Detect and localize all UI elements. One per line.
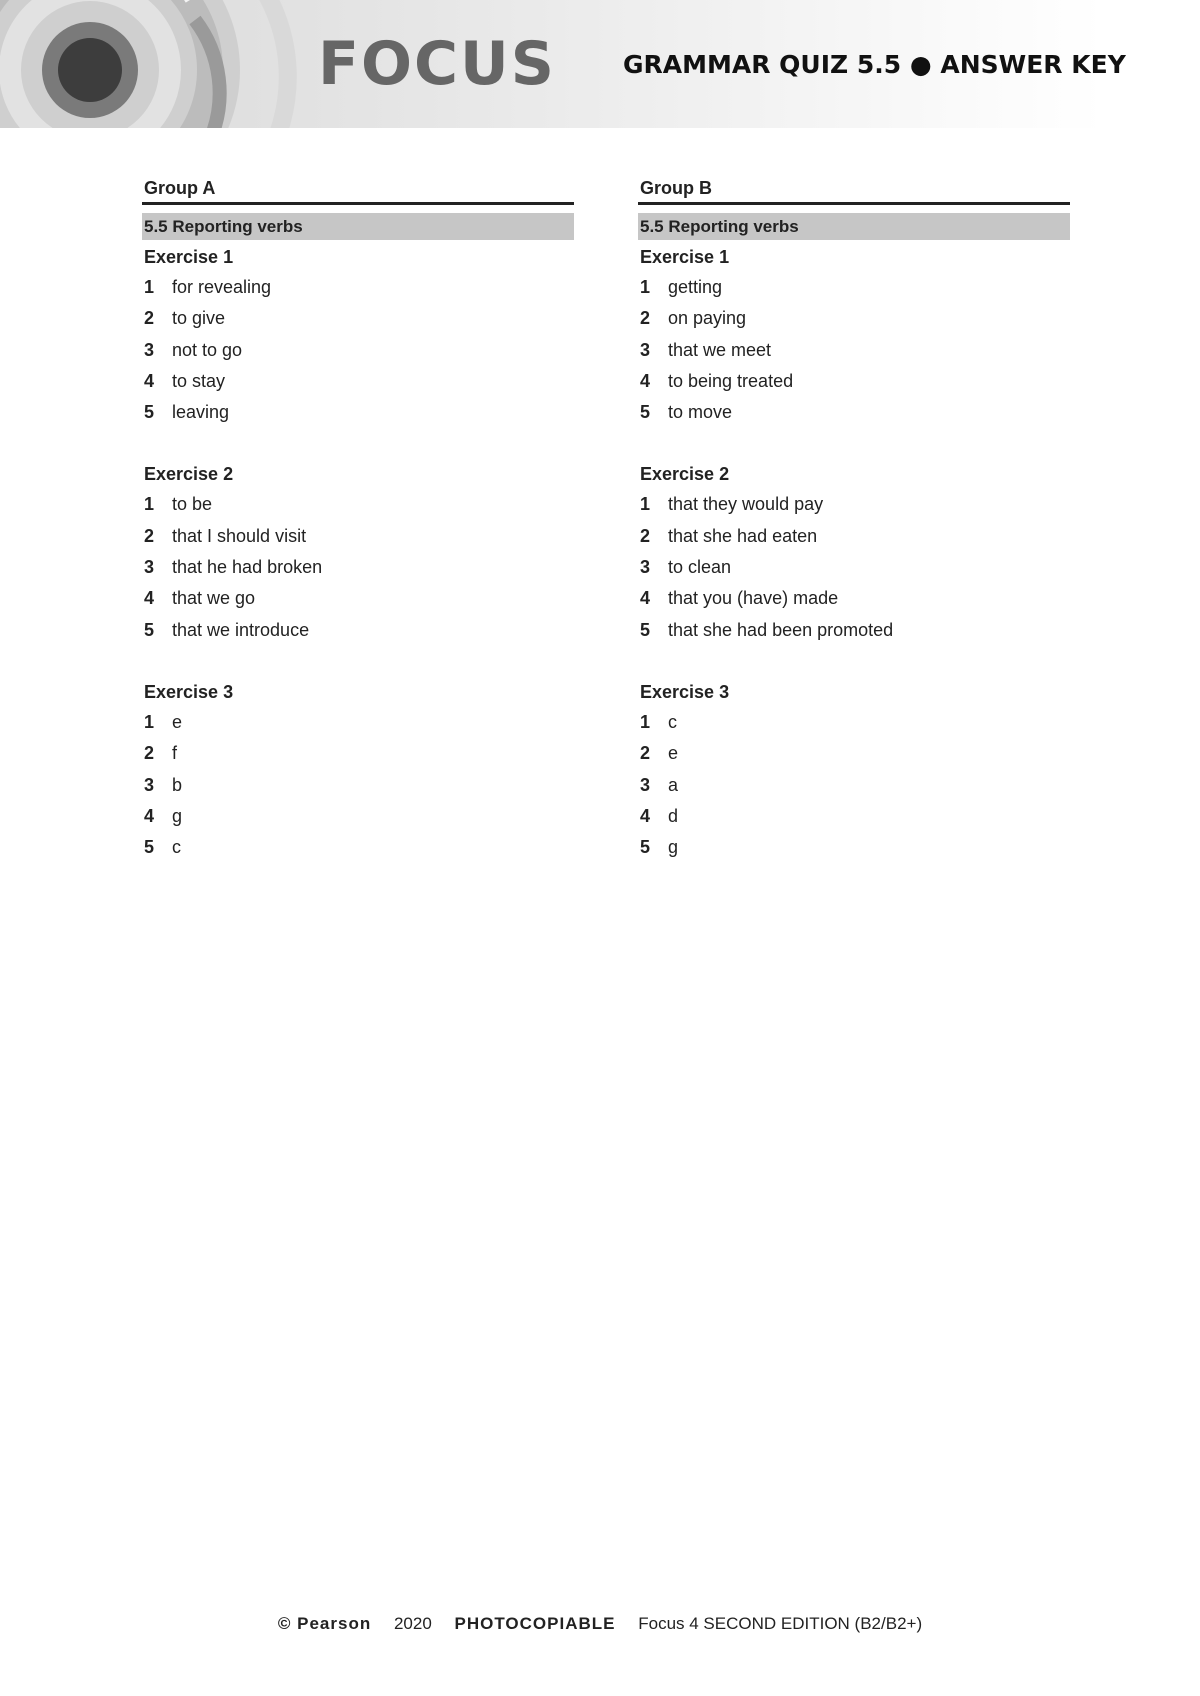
answer-item <box>142 489 574 520</box>
answer-item <box>638 272 1070 303</box>
exercise-block <box>638 242 1070 428</box>
answer-number: 4 <box>640 805 651 826</box>
answer-text: that I should visit <box>172 525 307 546</box>
exercise-title: Exercise 2 <box>640 464 730 485</box>
answer-item <box>142 272 574 303</box>
answer-number: 5 <box>144 402 155 423</box>
page-title: GRAMMAR QUIZ 5.5 ● ANSWER KEY <box>623 50 1126 79</box>
answer-item <box>142 770 574 801</box>
answer-text: that we introduce <box>172 619 310 640</box>
brand-logo-text: FOCUS <box>318 29 556 99</box>
answer-number: 2 <box>144 525 155 546</box>
answer-item <box>638 489 1070 520</box>
answer-item <box>638 832 1070 863</box>
exercise-block <box>142 459 574 645</box>
answer-text: to being treated <box>668 370 794 391</box>
answer-item <box>142 521 574 552</box>
answer-text: to move <box>668 402 733 423</box>
exercise-block <box>142 242 574 428</box>
exercise-title: Exercise 2 <box>144 464 234 485</box>
answer-text: that you (have) made <box>668 588 839 609</box>
answer-text: that she had eaten <box>668 525 818 546</box>
footer-photocopiable: PHOTOCOPIABLE <box>454 1614 616 1633</box>
answer-number: 2 <box>640 308 651 329</box>
answer-number: 4 <box>144 370 155 391</box>
answer-text: c <box>172 837 181 858</box>
group-title: Group A <box>142 176 574 205</box>
exercise-title: Exercise 3 <box>640 681 730 702</box>
answer-item <box>142 801 574 832</box>
answer-text: on paying <box>668 308 747 329</box>
exercise-block <box>638 459 1070 645</box>
answer-number: 3 <box>640 339 651 360</box>
answer-text: c <box>668 711 677 732</box>
answer-number: 5 <box>144 837 155 858</box>
answer-item <box>638 552 1070 583</box>
answer-text: f <box>172 743 178 764</box>
group-title: Group B <box>638 176 1070 205</box>
answer-item <box>142 832 574 863</box>
answer-text: to be <box>172 494 213 515</box>
page-footer <box>0 1614 1200 1634</box>
answer-text: for revealing <box>172 277 272 297</box>
answer-number: 4 <box>640 588 651 609</box>
answer-number: 3 <box>640 774 651 795</box>
answer-item <box>638 366 1070 397</box>
answer-text: that he had broken <box>172 557 323 578</box>
group-a-column <box>142 176 574 863</box>
exercise-title: Exercise 3 <box>144 681 234 702</box>
answer-text: a <box>668 774 679 795</box>
answer-item <box>638 397 1070 428</box>
answer-item <box>638 801 1070 832</box>
answer-number: 5 <box>640 837 651 858</box>
answer-number: 2 <box>144 308 155 329</box>
answer-text: to stay <box>172 370 226 391</box>
exercise-block <box>638 677 1070 863</box>
answer-item <box>142 303 574 334</box>
answer-number: 2 <box>640 743 651 764</box>
answer-item <box>142 615 574 646</box>
answer-item <box>638 335 1070 366</box>
answer-item <box>142 707 574 738</box>
page-header <box>0 0 1200 128</box>
answer-number: 1 <box>640 494 651 515</box>
answer-number: 5 <box>640 619 651 640</box>
answer-number: 2 <box>640 525 651 546</box>
footer-edition: Focus 4 SECOND EDITION (B2/B2+) <box>638 1614 923 1633</box>
answer-number: 3 <box>640 557 651 578</box>
answer-text: leaving <box>172 402 230 423</box>
answer-number: 3 <box>144 339 155 360</box>
answer-item <box>638 303 1070 334</box>
answer-item <box>638 707 1070 738</box>
answer-text: to give <box>172 308 226 329</box>
answer-text: e <box>668 743 679 764</box>
answer-number: 4 <box>144 805 155 826</box>
footer-year: 2020 <box>393 1614 432 1633</box>
answer-item <box>142 397 574 428</box>
answer-item <box>142 552 574 583</box>
answer-text: d <box>668 805 679 826</box>
answer-number: 1 <box>144 711 155 732</box>
answer-item <box>638 770 1070 801</box>
answer-item <box>638 615 1070 646</box>
answer-number: 1 <box>144 494 155 515</box>
answer-item <box>638 583 1070 614</box>
answer-number: 5 <box>144 619 155 640</box>
exercise-block <box>142 677 574 863</box>
answer-number: 1 <box>640 277 651 297</box>
answer-number: 3 <box>144 774 155 795</box>
exercise-title: Exercise 1 <box>144 247 234 267</box>
answer-text: to clean <box>668 557 732 578</box>
exercise-title: Exercise 1 <box>640 247 730 267</box>
answer-number: 5 <box>640 402 651 423</box>
answer-text: b <box>172 774 183 795</box>
answer-number: 4 <box>640 370 651 391</box>
answer-item <box>142 335 574 366</box>
answer-number: 3 <box>144 557 155 578</box>
answer-item <box>142 738 574 769</box>
answer-text: that we go <box>172 588 256 609</box>
answer-item <box>142 583 574 614</box>
answer-text: e <box>172 711 183 732</box>
answer-number: 1 <box>144 277 155 297</box>
answer-item <box>638 521 1070 552</box>
answer-item <box>142 366 574 397</box>
answer-text: not to go <box>172 339 243 360</box>
section-heading: 5.5 Reporting verbs <box>142 213 574 240</box>
answer-number: 2 <box>144 743 155 764</box>
section-heading: 5.5 Reporting verbs <box>638 213 1070 240</box>
answer-number: 1 <box>640 711 651 732</box>
answer-number: 4 <box>144 588 155 609</box>
answer-text: g <box>172 805 183 826</box>
footer-copyright: © Pearson <box>277 1614 372 1633</box>
answer-text: that they would pay <box>668 494 824 515</box>
answer-text: that she had been promoted <box>668 619 894 640</box>
answer-text: that we meet <box>668 339 772 360</box>
answer-text: g <box>668 837 679 858</box>
focus-swirl-logo-graphic <box>0 0 320 128</box>
answer-item <box>638 738 1070 769</box>
answer-text: getting <box>668 277 723 297</box>
group-b-column <box>638 176 1070 863</box>
